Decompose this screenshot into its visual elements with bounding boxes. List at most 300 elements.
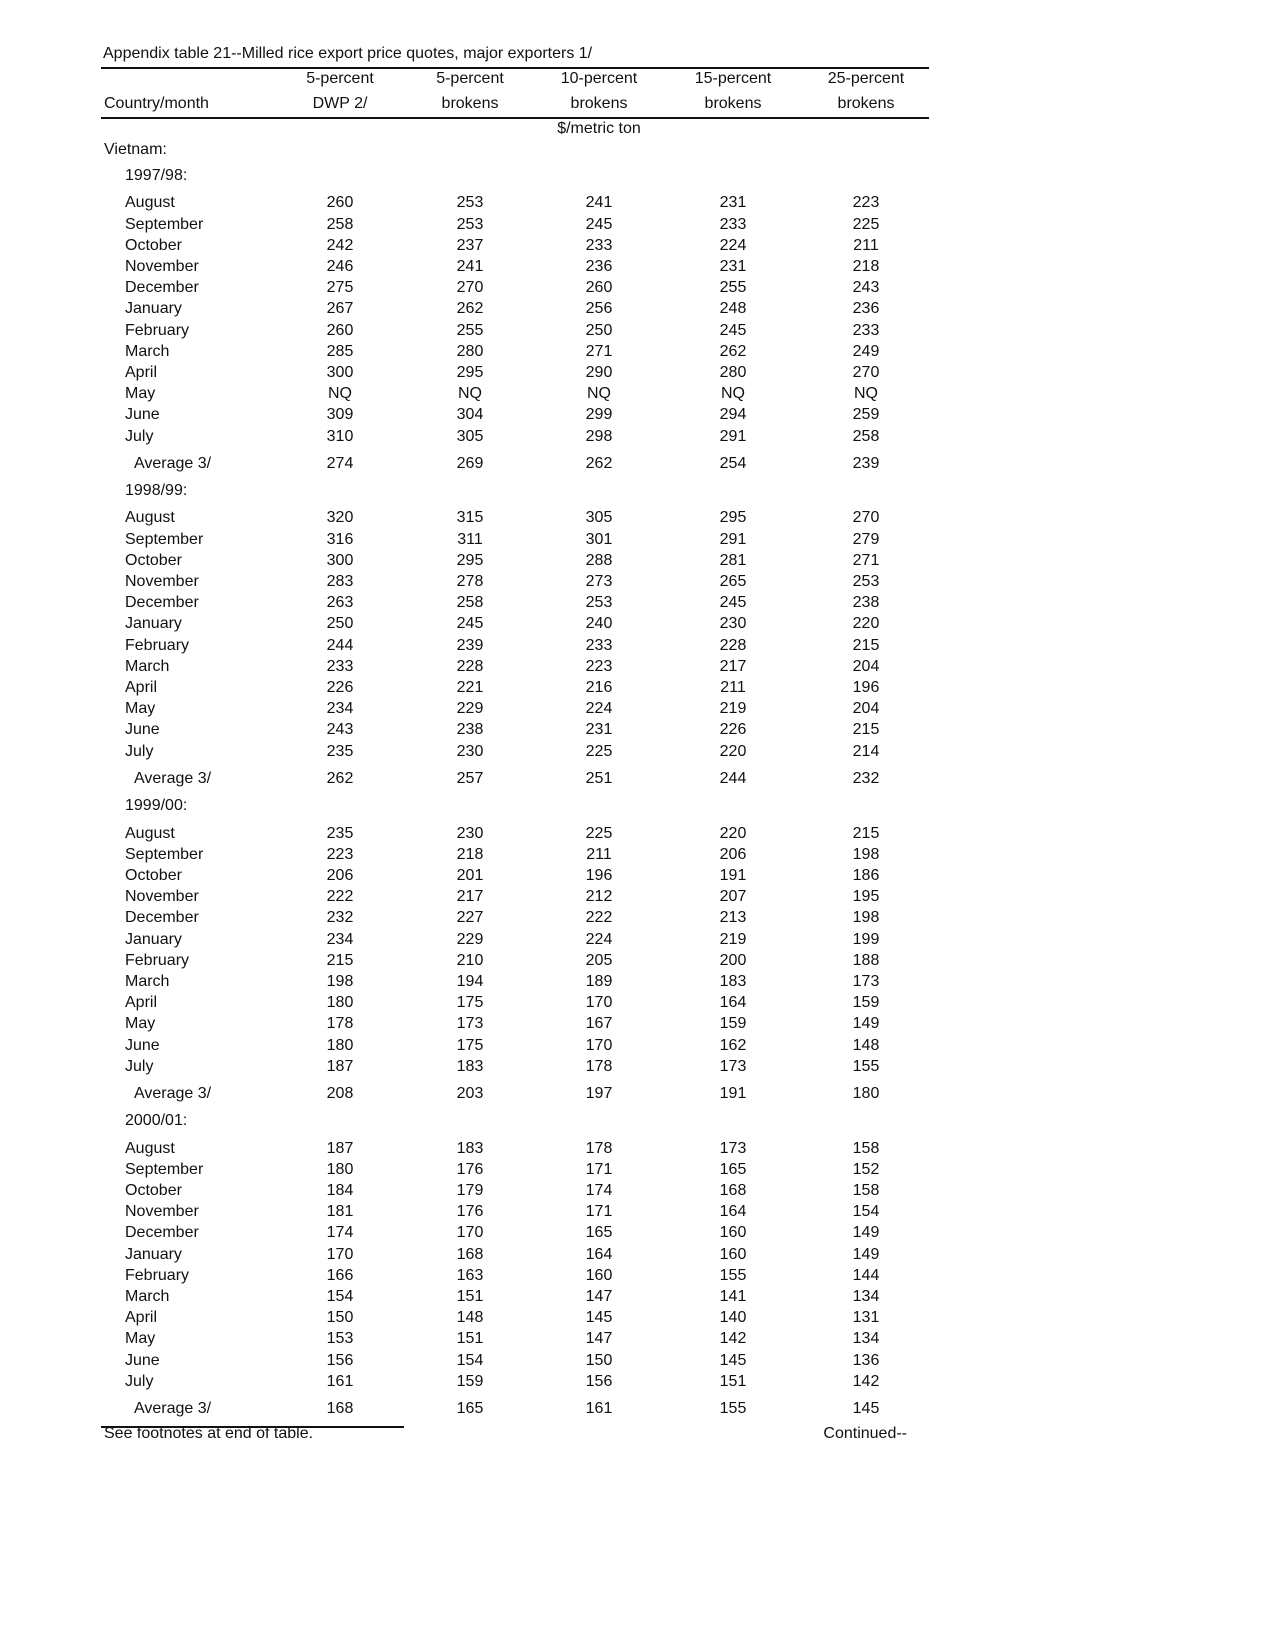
table-cell: 180 <box>326 1036 354 1054</box>
column-header-line2: brokens <box>704 95 762 112</box>
table-cell: 279 <box>852 530 880 548</box>
table-cell: 156 <box>326 1351 354 1369</box>
table-cell: 255 <box>456 321 484 339</box>
month-label: January <box>125 1245 182 1263</box>
table-cell: 149 <box>852 1224 880 1242</box>
table-cell: 232 <box>326 909 354 927</box>
average-cell: 208 <box>326 1085 354 1102</box>
table-cell: 225 <box>852 215 880 233</box>
table-cell: 273 <box>585 573 613 590</box>
table-cell: 238 <box>456 721 484 739</box>
table-cell: 217 <box>719 657 747 675</box>
table-cell: 198 <box>326 972 354 990</box>
table-cell: 295 <box>456 551 484 569</box>
table-cell: 231 <box>719 257 747 275</box>
table-cell: 183 <box>719 972 747 990</box>
table-cell: 271 <box>585 342 613 360</box>
table-cell: 215 <box>852 824 880 842</box>
table-cell: 258 <box>456 594 484 612</box>
column-header-line1: 15-percent <box>694 70 772 87</box>
table-cell: 262 <box>456 300 484 318</box>
table-cell: 160 <box>719 1224 747 1242</box>
table-cell: 250 <box>326 615 354 633</box>
table-cell: 238 <box>852 594 880 612</box>
table-cell: 148 <box>456 1309 484 1327</box>
table-cell: 228 <box>719 636 747 654</box>
table-cell: 217 <box>456 888 484 906</box>
table-cell: 148 <box>852 1036 880 1054</box>
table-cell: 195 <box>852 888 880 906</box>
table-cell: NQ <box>458 385 482 403</box>
table-cell: 233 <box>852 321 880 339</box>
table-cell: 159 <box>719 1015 747 1033</box>
table-cell: 154 <box>326 1288 354 1305</box>
table-cell: 220 <box>852 615 880 633</box>
table-cell: 243 <box>852 279 880 297</box>
table-cell: 194 <box>456 972 484 990</box>
month-label: September <box>125 215 204 233</box>
table-cell: 165 <box>719 1160 747 1178</box>
table-cell: 233 <box>326 657 354 675</box>
table-cell: 248 <box>719 300 747 318</box>
table-cell: 294 <box>719 406 747 424</box>
table-cell: 278 <box>456 573 484 590</box>
table-cell: 183 <box>456 1139 484 1157</box>
table-cell: 231 <box>719 194 747 212</box>
table-cell: 220 <box>719 824 747 842</box>
table-cell: NQ <box>854 385 878 403</box>
table-cell: 224 <box>719 236 747 254</box>
table-cell: 164 <box>719 994 747 1012</box>
average-cell: 244 <box>719 769 747 787</box>
year-label: 1999/00: <box>125 797 188 815</box>
table-cell: 145 <box>719 1351 747 1369</box>
month-label: May <box>125 700 156 718</box>
table-cell: 186 <box>852 866 880 884</box>
table-cell: 241 <box>585 194 613 212</box>
table-cell: 229 <box>456 700 484 718</box>
average-label: Average 3/ <box>134 1085 212 1102</box>
table-cell: 183 <box>456 1057 484 1075</box>
month-label: September <box>125 1160 204 1178</box>
table-cell: 180 <box>326 1160 354 1178</box>
table-cell: 153 <box>326 1330 354 1348</box>
table-cell: 156 <box>585 1372 613 1390</box>
month-label: July <box>125 427 154 445</box>
table-cell: 216 <box>585 679 613 696</box>
table-cell: 170 <box>326 1245 354 1263</box>
table-cell: 150 <box>326 1309 354 1327</box>
month-label: July <box>125 1372 154 1390</box>
table-cell: 200 <box>719 951 747 969</box>
footnote-note: See footnotes at end of table. <box>104 1425 314 1442</box>
month-label: December <box>125 279 199 297</box>
table-cell: 290 <box>585 363 613 381</box>
table-cell: 215 <box>852 721 880 739</box>
table-cell: 204 <box>852 700 880 718</box>
table-cell: 179 <box>456 1182 484 1199</box>
month-label: April <box>125 1309 158 1327</box>
table-cell: 171 <box>585 1203 613 1221</box>
table-cell: 151 <box>456 1288 484 1305</box>
table-cell: 230 <box>456 742 484 760</box>
table-cell: 300 <box>326 363 354 381</box>
average-label: Average 3/ <box>134 769 212 787</box>
table-cell: 154 <box>456 1351 484 1369</box>
column-header-line2: DWP 2/ <box>312 95 368 112</box>
table-cell: 173 <box>456 1015 484 1033</box>
table-cell: 204 <box>852 657 880 675</box>
column-header-line1: 10-percent <box>560 70 638 87</box>
unit-label: $/metric ton <box>557 120 641 137</box>
table-cell: 218 <box>456 845 484 863</box>
table-cell: 309 <box>326 406 354 424</box>
table-cell: 211 <box>720 679 746 696</box>
month-label: June <box>125 1351 160 1369</box>
table-cell: 140 <box>719 1309 747 1327</box>
average-label: Average 3/ <box>134 454 212 472</box>
month-label: February <box>125 321 190 339</box>
month-label: February <box>125 636 190 654</box>
table-cell: 259 <box>852 406 880 424</box>
month-label: August <box>125 1139 175 1157</box>
average-cell: 251 <box>585 769 613 787</box>
table-cell: 191 <box>719 866 747 884</box>
table-cell: 198 <box>852 845 880 863</box>
table-cell: 189 <box>585 972 613 990</box>
table-cell: 249 <box>852 342 880 360</box>
table-cell: 223 <box>326 845 354 863</box>
table-cell: 221 <box>456 679 484 696</box>
month-label: February <box>125 1266 190 1284</box>
table-cell: 250 <box>585 321 613 339</box>
column-header-line1: 5-percent <box>436 70 504 87</box>
month-label: June <box>125 1036 160 1054</box>
table-cell: 222 <box>326 888 354 906</box>
month-label: May <box>125 385 156 403</box>
month-label: June <box>125 721 160 739</box>
column-header-line1: 25-percent <box>827 70 905 87</box>
table-cell: 263 <box>326 594 354 612</box>
table-cell: 229 <box>456 930 484 948</box>
table-cell: 168 <box>456 1245 484 1263</box>
table-cell: 265 <box>719 573 747 590</box>
table-cell: 234 <box>326 700 354 718</box>
table-cell: 304 <box>456 406 484 424</box>
table-cell: 151 <box>456 1330 484 1348</box>
table-cell: 305 <box>456 427 484 445</box>
table-cell: 245 <box>719 594 747 612</box>
header-rule <box>101 117 929 119</box>
table-cell: 260 <box>326 194 354 212</box>
table-cell: 180 <box>326 994 354 1012</box>
column-header-line2: brokens <box>570 95 628 112</box>
table-cell: 165 <box>585 1224 613 1242</box>
table-cell: 150 <box>585 1351 613 1369</box>
table-cell: 270 <box>852 363 880 381</box>
table-cell: 184 <box>326 1182 354 1199</box>
table-cell: 196 <box>852 679 880 696</box>
table-cell: 175 <box>456 1036 484 1054</box>
table-cell: 285 <box>326 342 354 360</box>
table-cell: 239 <box>456 636 484 654</box>
table-cell: 136 <box>852 1351 880 1369</box>
table-cell: 253 <box>585 594 613 612</box>
table-cell: 147 <box>585 1288 613 1305</box>
table-cell: 206 <box>326 866 354 884</box>
month-label: January <box>125 300 182 318</box>
table-cell: 188 <box>852 951 880 969</box>
table-cell: 295 <box>719 509 747 527</box>
table-cell: 134 <box>852 1330 880 1348</box>
month-label: December <box>125 909 199 927</box>
table-cell: 176 <box>456 1160 484 1178</box>
table-cell: 145 <box>585 1309 613 1327</box>
table-cell: 311 <box>457 530 483 548</box>
month-label: November <box>125 888 199 906</box>
table-cell: 176 <box>456 1203 484 1221</box>
month-label: March <box>125 972 170 990</box>
month-label: March <box>125 1288 170 1305</box>
table-cell: NQ <box>721 385 745 403</box>
month-label: April <box>125 679 158 696</box>
year-label: 1997/98: <box>125 167 188 184</box>
table-cell: 271 <box>852 551 880 569</box>
table-cell: 158 <box>852 1139 880 1157</box>
table-cell: 299 <box>585 406 613 424</box>
table-cell: 212 <box>585 888 613 906</box>
average-cell: 257 <box>456 769 484 787</box>
table-cell: 142 <box>719 1330 747 1348</box>
table-cell: 201 <box>456 866 484 884</box>
table-cell: 144 <box>852 1266 880 1284</box>
table-cell: 243 <box>326 721 354 739</box>
month-label: December <box>125 594 199 612</box>
average-cell: 197 <box>585 1085 613 1102</box>
table-cell: 253 <box>456 194 484 212</box>
table-cell: 291 <box>719 427 747 445</box>
table-cell: 270 <box>456 279 484 297</box>
average-cell: 232 <box>852 769 880 787</box>
month-label: August <box>125 824 175 842</box>
month-label: August <box>125 194 175 212</box>
average-cell: 145 <box>852 1400 880 1418</box>
table-cell: 245 <box>719 321 747 339</box>
table-cell: 258 <box>326 215 354 233</box>
table-cell: 267 <box>326 300 354 318</box>
table-cell: 246 <box>326 257 354 275</box>
table-cell: 149 <box>852 1015 880 1033</box>
average-cell: 254 <box>719 454 747 472</box>
month-label: December <box>125 1224 199 1242</box>
table-cell: 159 <box>852 994 880 1012</box>
month-label: April <box>125 363 158 381</box>
table-cell: 187 <box>326 1139 354 1157</box>
table-cell: 164 <box>585 1245 613 1263</box>
column-header-line2: brokens <box>441 95 499 112</box>
month-label: October <box>125 1182 182 1199</box>
column-header-line1: 5-percent <box>306 70 374 87</box>
average-cell: 262 <box>585 454 613 472</box>
table-cell: 215 <box>326 951 354 969</box>
table-cell: 258 <box>852 427 880 445</box>
column-header-line2: brokens <box>837 95 895 112</box>
table-cell: 228 <box>456 657 484 675</box>
average-cell: 180 <box>852 1085 880 1102</box>
table-cell: 206 <box>719 845 747 863</box>
table-cell: 235 <box>326 824 354 842</box>
table-cell: 298 <box>585 427 613 445</box>
table-cell: 222 <box>585 909 613 927</box>
month-label: February <box>125 951 190 969</box>
table-cell: 220 <box>719 742 747 760</box>
table-cell: 288 <box>585 551 613 569</box>
table-cell: 233 <box>719 215 747 233</box>
month-label: July <box>125 1057 154 1075</box>
table-cell: 149 <box>852 1245 880 1263</box>
table-cell: 320 <box>326 509 354 527</box>
table-cell: 295 <box>456 363 484 381</box>
average-cell: 274 <box>326 454 354 472</box>
table-cell: 270 <box>852 509 880 527</box>
table-cell: 230 <box>719 615 747 633</box>
table-cell: 226 <box>326 679 354 696</box>
month-label: November <box>125 573 199 590</box>
month-label: October <box>125 866 182 884</box>
header-row-label: Country/month <box>104 95 209 112</box>
table-cell: 181 <box>326 1203 354 1221</box>
table-cell: NQ <box>587 385 611 403</box>
month-label: September <box>125 530 204 548</box>
average-label: Average 3/ <box>134 1400 212 1418</box>
table-cell: 223 <box>852 194 880 212</box>
table-cell: 310 <box>326 427 354 445</box>
average-cell: 191 <box>719 1085 747 1102</box>
table-cell: 174 <box>585 1182 613 1199</box>
table-cell: 170 <box>456 1224 484 1242</box>
table-cell: 159 <box>456 1372 484 1390</box>
month-label: October <box>125 236 182 254</box>
table-cell: 214 <box>852 742 880 760</box>
table-cell: 218 <box>852 257 880 275</box>
table-cell: 241 <box>456 257 484 275</box>
month-label: May <box>125 1015 156 1033</box>
table-cell: 245 <box>456 615 484 633</box>
table-cell: 211 <box>853 236 879 254</box>
table-cell: 164 <box>719 1203 747 1221</box>
table-cell: 199 <box>852 930 880 948</box>
table-cell: 211 <box>586 845 612 863</box>
year-label: 2000/01: <box>125 1112 188 1130</box>
table-cell: 260 <box>585 279 613 297</box>
table-cell: 236 <box>852 300 880 318</box>
table-cell: 256 <box>585 300 613 318</box>
continued-label: Continued-- <box>823 1425 907 1442</box>
month-label: April <box>125 994 158 1012</box>
table-cell: 242 <box>326 236 354 254</box>
table-cell: 205 <box>585 951 613 969</box>
table-cell: 230 <box>456 824 484 842</box>
table-cell: 224 <box>585 700 613 718</box>
table-cell: 219 <box>719 930 747 948</box>
table-cell: 161 <box>326 1372 354 1390</box>
table-cell: 151 <box>719 1372 747 1390</box>
month-label: November <box>125 257 199 275</box>
table-cell: 280 <box>456 342 484 360</box>
table-cell: 152 <box>852 1160 880 1178</box>
table-cell: 253 <box>456 215 484 233</box>
table-cell: 178 <box>585 1057 613 1075</box>
table-cell: 233 <box>585 636 613 654</box>
table-cell: 244 <box>326 636 354 654</box>
table-cell: 158 <box>852 1182 880 1199</box>
table-cell: 162 <box>719 1036 747 1054</box>
year-label: 1998/99: <box>125 482 188 500</box>
table-cell: 234 <box>326 930 354 948</box>
table-cell: 147 <box>585 1330 613 1348</box>
month-label: March <box>125 657 170 675</box>
average-cell: 155 <box>719 1400 747 1418</box>
month-label: March <box>125 342 170 360</box>
table-title: Appendix table 21--Milled rice export price quotes, major exporters 1/ <box>103 45 593 62</box>
table-cell: 187 <box>326 1057 354 1075</box>
table-cell: 240 <box>585 615 613 633</box>
table-cell: 171 <box>585 1160 613 1178</box>
table-cell: 291 <box>719 530 747 548</box>
table-cell: 233 <box>585 236 613 254</box>
table-cell: 231 <box>585 721 613 739</box>
table-cell: NQ <box>328 385 352 403</box>
table-cell: 170 <box>585 1036 613 1054</box>
month-label: November <box>125 1203 199 1221</box>
table-cell: 280 <box>719 363 747 381</box>
month-label: January <box>125 930 182 948</box>
month-label: January <box>125 615 182 633</box>
table-cell: 155 <box>852 1057 880 1075</box>
table-cell: 175 <box>456 994 484 1012</box>
table-cell: 260 <box>326 321 354 339</box>
table-cell: 174 <box>326 1224 354 1242</box>
table-cell: 315 <box>456 509 484 527</box>
table-cell: 237 <box>456 236 484 254</box>
table-cell: 163 <box>456 1266 484 1284</box>
month-label: June <box>125 406 160 424</box>
table-cell: 253 <box>852 573 880 590</box>
table-cell: 168 <box>719 1182 747 1199</box>
table-cell: 141 <box>719 1288 747 1305</box>
average-cell: 203 <box>456 1085 484 1102</box>
table-cell: 160 <box>585 1266 613 1284</box>
table-cell: 275 <box>326 279 354 297</box>
table-cell: 300 <box>326 551 354 569</box>
table-cell: 283 <box>326 573 354 590</box>
table-cell: 225 <box>585 742 613 760</box>
table-cell: 167 <box>585 1015 613 1033</box>
table-cell: 207 <box>719 888 747 906</box>
table-cell: 154 <box>852 1203 880 1221</box>
table-cell: 301 <box>585 530 613 548</box>
table-cell: 219 <box>719 700 747 718</box>
country-label: Vietnam: <box>104 141 167 158</box>
table-cell: 131 <box>852 1309 880 1327</box>
month-label: August <box>125 509 175 527</box>
table-cell: 255 <box>719 279 747 297</box>
table-cell: 170 <box>585 994 613 1012</box>
table-cell: 178 <box>585 1139 613 1157</box>
table-cell: 173 <box>719 1139 747 1157</box>
table-cell: 224 <box>585 930 613 948</box>
table-cell: 134 <box>852 1288 880 1305</box>
